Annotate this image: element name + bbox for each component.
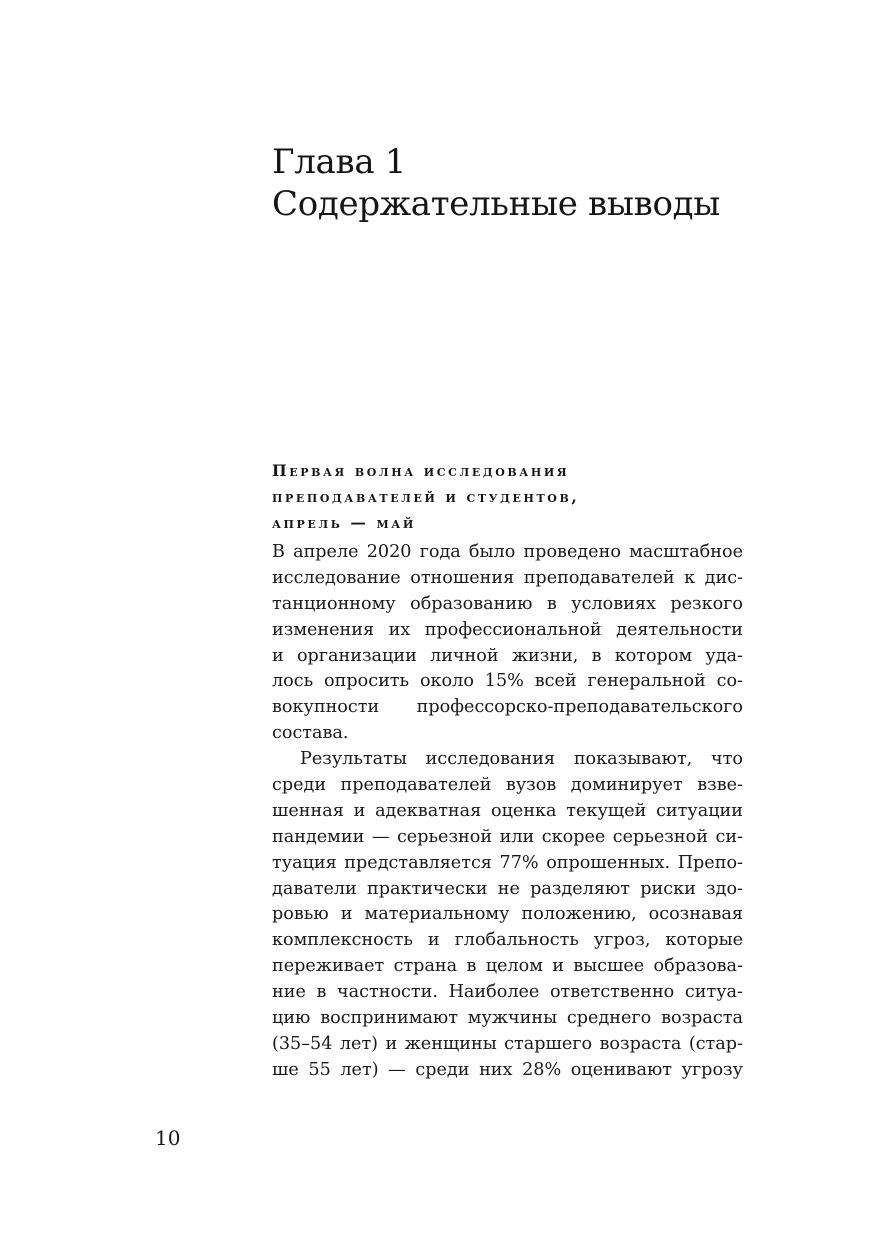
chapter-title (272, 141, 832, 225)
page-number: 10 (155, 1126, 181, 1150)
text-line: состава. (272, 723, 349, 744)
text-line: цию воспринимают мужчины среднего возраста (272, 1008, 743, 1029)
text-line: лось опросить около 15% всей генеральной со- (272, 671, 743, 692)
body-text (272, 540, 743, 1084)
text-line: вокупности профессорско-преподавательского (272, 697, 743, 718)
section-heading-line: Первая волна исследования (272, 460, 570, 480)
text-line: В апреле 2020 года было проведено масштабное (272, 542, 743, 562)
text-line: танционному образованию в условиях резкого (272, 593, 743, 614)
text-line: комплексность и глобальность угроз, которые (272, 930, 743, 951)
text-line: ровью и материальному положению, осознавая (272, 904, 743, 925)
text-line: и организации личной жизни, в котором уда- (272, 645, 743, 666)
text-line: шенная и адекватная оценка текущей ситуации (272, 800, 743, 821)
text-line: ше 55 лет) — среди них 28% оценивают угрозу (272, 1059, 743, 1080)
chapter-number: Глава 1 (272, 141, 407, 182)
text-line: переживает страна в целом и высшее образова- (272, 956, 743, 977)
section-heading (272, 458, 752, 536)
text-line: пандемии — серьезной или скорее серьезной си- (272, 826, 743, 847)
section-heading-line: апрель — май (272, 512, 416, 532)
text-line: (35–54 лет) и женщины старшего возраста (стар- (272, 1033, 743, 1054)
text-line: туация представляется 77% опрошенных. Препо- (272, 852, 743, 873)
text-line: Результаты исследования показывают, что (300, 749, 743, 770)
text-line: среди преподавателей вузов доминирует взве- (272, 775, 743, 796)
chapter-name: Содержательные выводы (272, 183, 721, 224)
text-line: даватели практически не разделяют риски здо- (272, 878, 743, 899)
text-line: изменения их профессиональной деятельности (272, 619, 743, 640)
text-line: исследование отношения преподавателей к дис- (272, 567, 743, 588)
section-heading-line: преподавателей и студентов, (272, 486, 580, 506)
text-line: ние в частности. Наиболее ответственно ситуа- (272, 982, 743, 1003)
